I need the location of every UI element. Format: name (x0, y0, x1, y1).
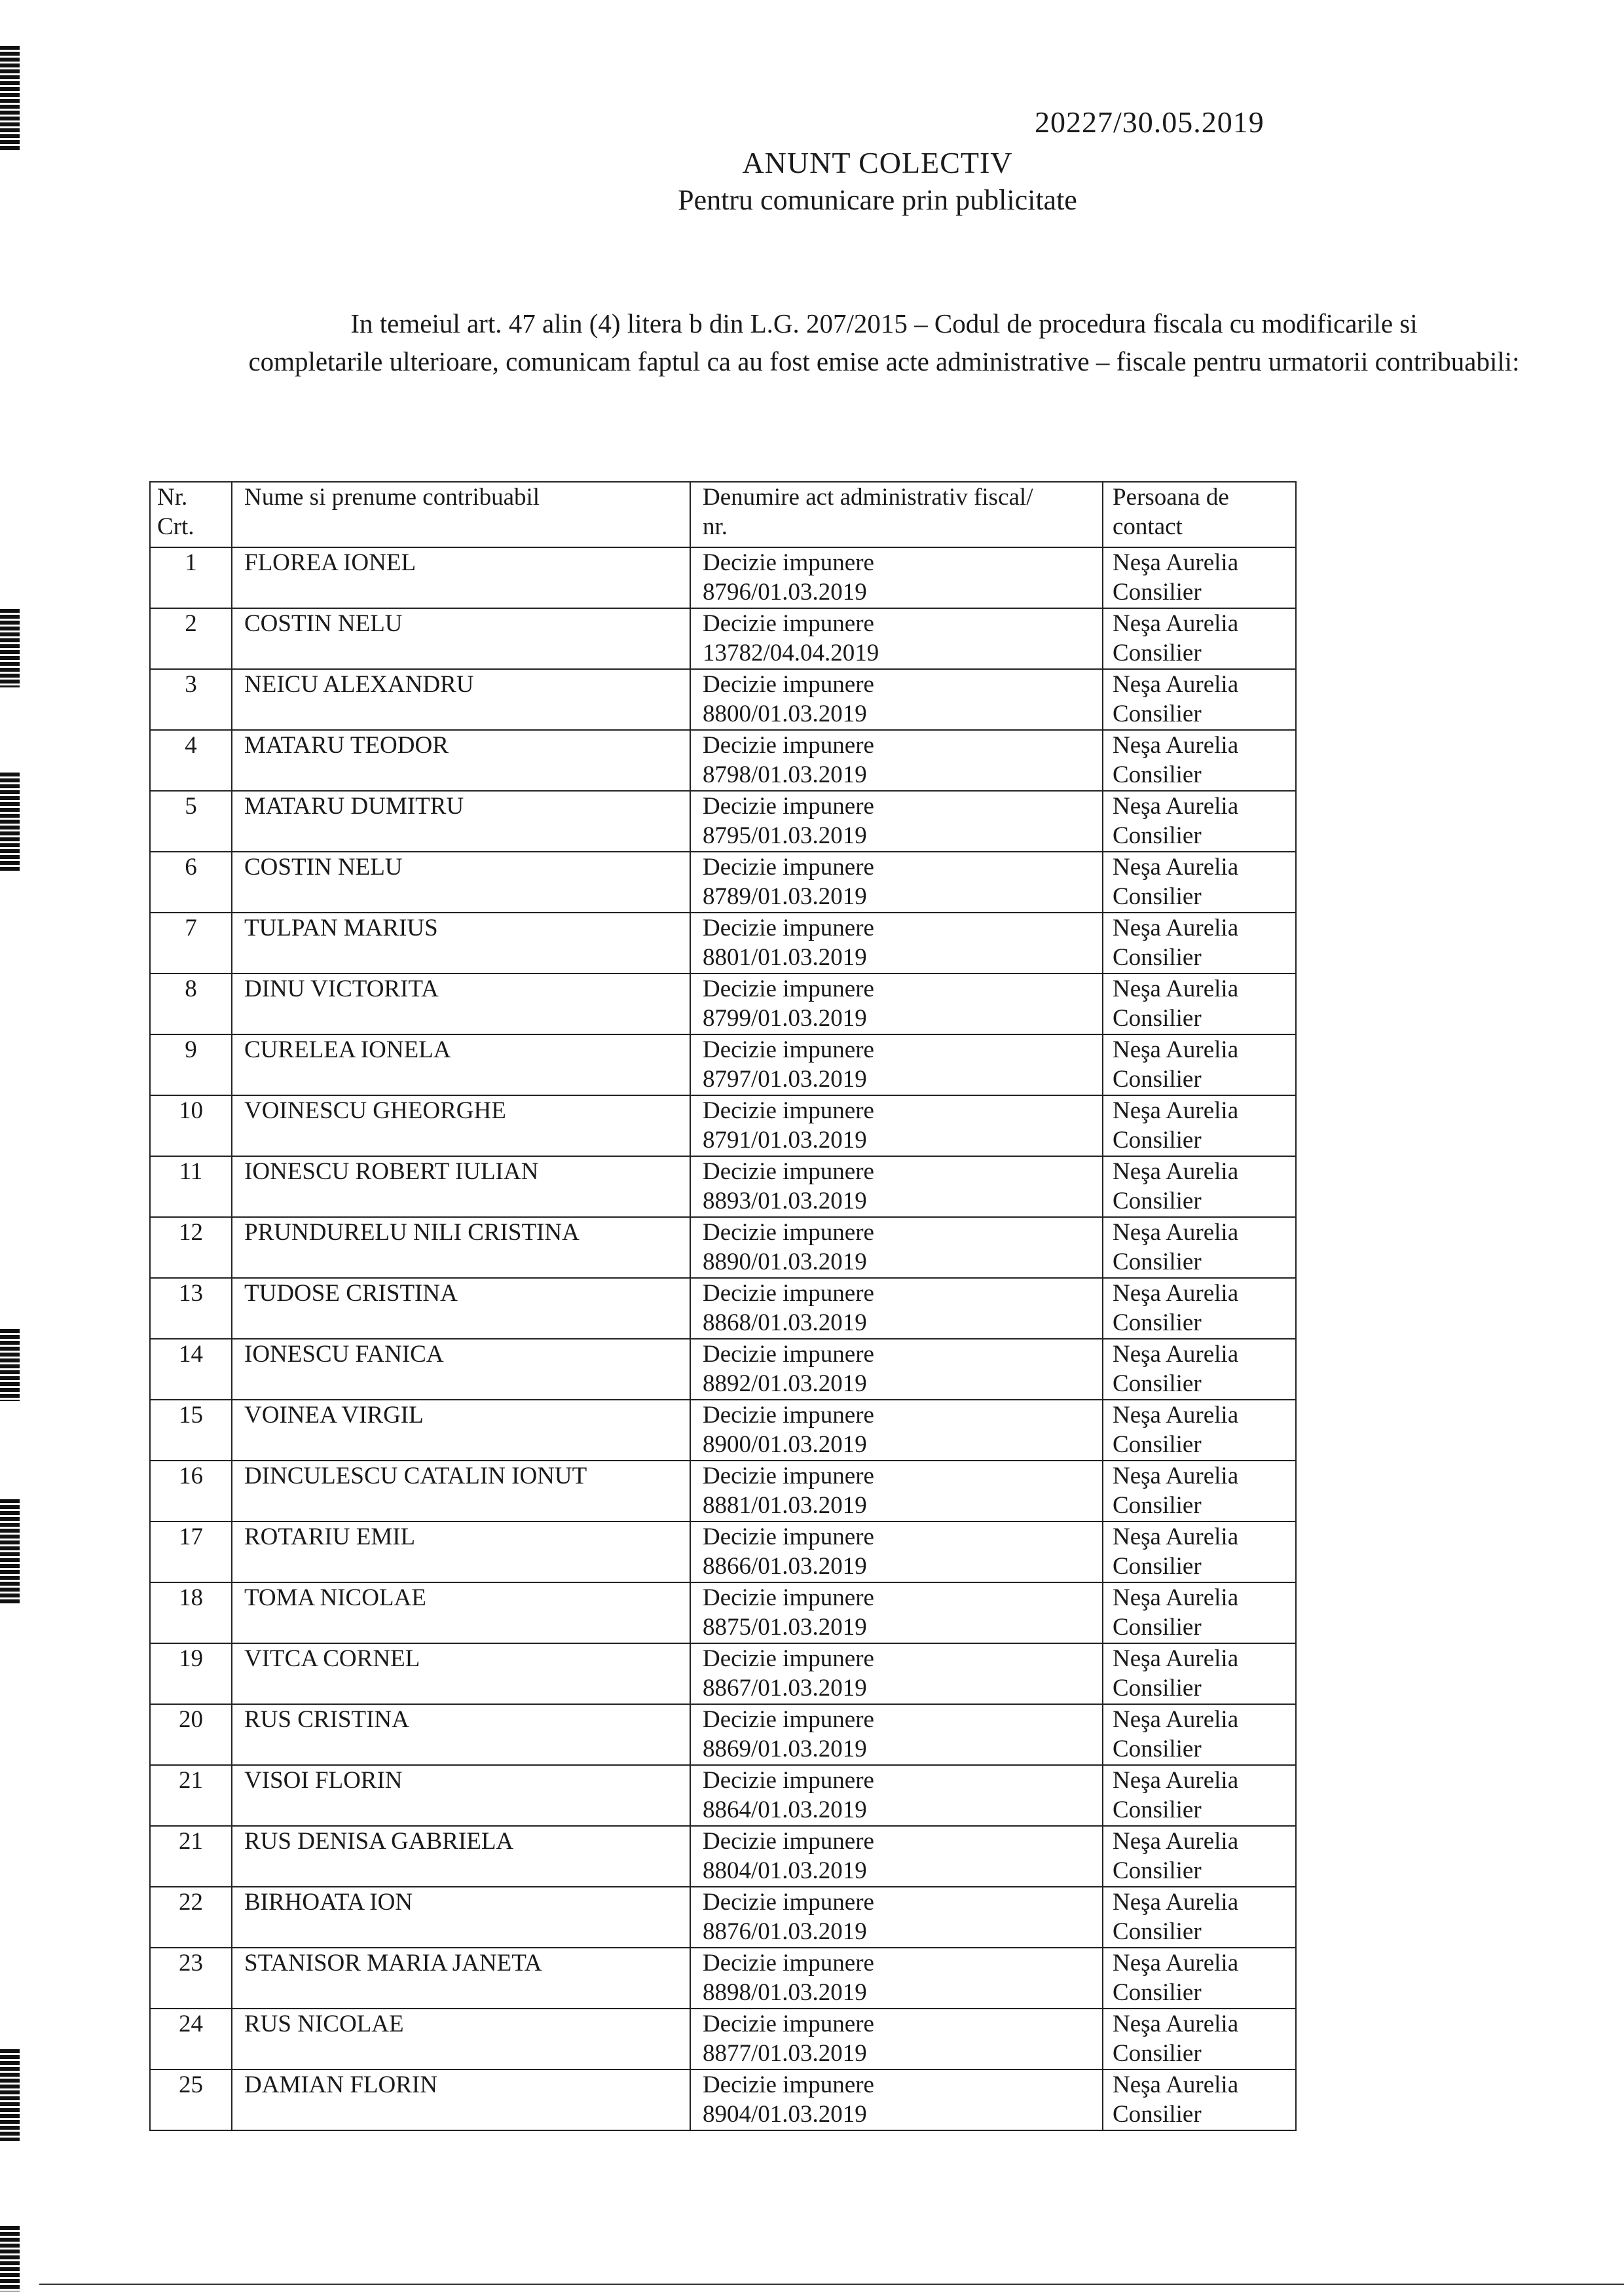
cell-nr: 17 (150, 1522, 232, 1582)
cell-nr: 16 (150, 1461, 232, 1522)
scan-mark (0, 1329, 20, 1401)
cell-taxpayer-name: TULPAN MARIUS (232, 913, 690, 974)
cell-contact: Neşa Aurelia Consilier (1103, 2069, 1296, 2130)
cell-act: Decizie impunere 8881/01.03.2019 (690, 1461, 1103, 1522)
table-row (150, 1278, 1296, 1339)
intro-line: In temeiul art. 47 alin (4) litera b din L.G. 207/2015 – Codul de procedura fiscala cu modificarile si (350, 308, 1418, 338)
cell-nr: 22 (150, 1887, 232, 1948)
cell-contact: Neşa Aurelia Consilier (1103, 913, 1296, 974)
cell-nr: 5 (150, 791, 232, 852)
header-nr: Nr. Crt. (150, 482, 232, 547)
cell-act: Decizie impunere 8796/01.03.2019 (690, 547, 1103, 608)
cell-contact: Neşa Aurelia Consilier (1103, 1887, 1296, 1948)
cell-nr: 18 (150, 1582, 232, 1643)
cell-act: Decizie impunere 8868/01.03.2019 (690, 1278, 1103, 1339)
cell-act: Decizie impunere 8797/01.03.2019 (690, 1034, 1103, 1095)
table-row (150, 1765, 1296, 1826)
cell-act: Decizie impunere 8866/01.03.2019 (690, 1522, 1103, 1582)
cell-nr: 20 (150, 1704, 232, 1765)
cell-contact: Neşa Aurelia Consilier (1103, 669, 1296, 730)
table-row (150, 1156, 1296, 1217)
cell-contact: Neşa Aurelia Consilier (1103, 1034, 1296, 1095)
cell-nr: 25 (150, 2069, 232, 2130)
cell-act: Decizie impunere 8864/01.03.2019 (690, 1765, 1103, 1826)
scan-mark (0, 2226, 20, 2291)
cell-contact: Neşa Aurelia Consilier (1103, 1522, 1296, 1582)
cell-contact: Neşa Aurelia Consilier (1103, 1704, 1296, 1765)
cell-taxpayer-name: IONESCU FANICA (232, 1339, 690, 1400)
cell-nr: 14 (150, 1339, 232, 1400)
intro-line: completarile ulterioare, comunicam faptul ca au fost emise acte administrative – fiscale pentru urmatorii contribuabili: (248, 346, 1520, 376)
cell-taxpayer-name: VISOI FLORIN (232, 1765, 690, 1826)
cell-contact: Neşa Aurelia Consilier (1103, 1948, 1296, 2009)
cell-contact: Neşa Aurelia Consilier (1103, 608, 1296, 669)
table-row (150, 1217, 1296, 1278)
table-row (150, 1461, 1296, 1522)
header-contact: Persoana de contact (1103, 482, 1296, 547)
table-row (150, 1522, 1296, 1582)
cell-contact: Neşa Aurelia Consilier (1103, 1643, 1296, 1704)
table-row (150, 1095, 1296, 1156)
cell-contact: Neşa Aurelia Consilier (1103, 1765, 1296, 1826)
cell-act: Decizie impunere 8893/01.03.2019 (690, 1156, 1103, 1217)
table-row (150, 730, 1296, 791)
scan-mark (0, 609, 20, 687)
cell-nr: 10 (150, 1095, 232, 1156)
table-row (150, 1339, 1296, 1400)
scan-mark (0, 2049, 20, 2141)
cell-nr: 9 (150, 1034, 232, 1095)
cell-nr: 7 (150, 913, 232, 974)
document-title: ANUNT COLECTIV (742, 146, 1013, 179)
table-row (150, 1704, 1296, 1765)
cell-taxpayer-name: DINU VICTORITA (232, 974, 690, 1034)
cell-nr: 21 (150, 1826, 232, 1887)
table-row (150, 608, 1296, 669)
table-row (150, 974, 1296, 1034)
cell-act: Decizie impunere 8798/01.03.2019 (690, 730, 1103, 791)
scan-mark (0, 773, 20, 871)
cell-act: Decizie impunere 8804/01.03.2019 (690, 1826, 1103, 1887)
table-row (150, 1948, 1296, 2009)
cell-nr: 8 (150, 974, 232, 1034)
cell-taxpayer-name: RUS DENISA GABRIELA (232, 1826, 690, 1887)
cell-taxpayer-name: PRUNDURELU NILI CRISTINA (232, 1217, 690, 1278)
cell-taxpayer-name: IONESCU ROBERT IULIAN (232, 1156, 690, 1217)
cell-nr: 4 (150, 730, 232, 791)
cell-act: Decizie impunere 8801/01.03.2019 (690, 913, 1103, 974)
table-row (150, 1034, 1296, 1095)
cell-taxpayer-name: CURELEA IONELA (232, 1034, 690, 1095)
cell-act: Decizie impunere 13782/04.04.2019 (690, 608, 1103, 669)
table-row (150, 2009, 1296, 2069)
taxpayers-table (149, 481, 1297, 2131)
table-row (150, 913, 1296, 974)
cell-taxpayer-name: MATARU DUMITRU (232, 791, 690, 852)
table-row (150, 1887, 1296, 1948)
table-row (150, 1582, 1296, 1643)
cell-act: Decizie impunere 8791/01.03.2019 (690, 1095, 1103, 1156)
cell-contact: Neşa Aurelia Consilier (1103, 1400, 1296, 1461)
intro-paragraph (164, 304, 1604, 380)
cell-contact: Neşa Aurelia Consilier (1103, 1826, 1296, 1887)
cell-taxpayer-name: VOINESCU GHEORGHE (232, 1095, 690, 1156)
cell-nr: 19 (150, 1643, 232, 1704)
cell-act: Decizie impunere 8800/01.03.2019 (690, 669, 1103, 730)
cell-contact: Neşa Aurelia Consilier (1103, 1217, 1296, 1278)
cell-nr: 24 (150, 2009, 232, 2069)
cell-act: Decizie impunere 8877/01.03.2019 (690, 2009, 1103, 2069)
table-row (150, 547, 1296, 608)
cell-contact: Neşa Aurelia Consilier (1103, 2009, 1296, 2069)
cell-taxpayer-name: MATARU TEODOR (232, 730, 690, 791)
table-row (150, 1400, 1296, 1461)
cell-act: Decizie impunere 8867/01.03.2019 (690, 1643, 1103, 1704)
header-name: Nume si prenume contribuabil (232, 482, 690, 547)
cell-contact: Neşa Aurelia Consilier (1103, 791, 1296, 852)
cell-contact: Neşa Aurelia Consilier (1103, 1582, 1296, 1643)
cell-contact: Neşa Aurelia Consilier (1103, 1339, 1296, 1400)
bottom-rule (39, 2284, 1624, 2285)
table-row (150, 852, 1296, 913)
scan-mark (0, 46, 20, 151)
cell-taxpayer-name: VITCA CORNEL (232, 1643, 690, 1704)
cell-act: Decizie impunere 8869/01.03.2019 (690, 1704, 1103, 1765)
cell-act: Decizie impunere 8900/01.03.2019 (690, 1400, 1103, 1461)
cell-contact: Neşa Aurelia Consilier (1103, 1095, 1296, 1156)
cell-act: Decizie impunere 8890/01.03.2019 (690, 1217, 1103, 1278)
cell-contact: Neşa Aurelia Consilier (1103, 1278, 1296, 1339)
table-row (150, 791, 1296, 852)
table-row (150, 2069, 1296, 2130)
table-row (150, 1826, 1296, 1887)
cell-taxpayer-name: TUDOSE CRISTINA (232, 1278, 690, 1339)
cell-taxpayer-name: FLOREA IONEL (232, 547, 690, 608)
cell-nr: 2 (150, 608, 232, 669)
cell-nr: 12 (150, 1217, 232, 1278)
cell-taxpayer-name: NEICU ALEXANDRU (232, 669, 690, 730)
cell-act: Decizie impunere 8898/01.03.2019 (690, 1948, 1103, 2009)
header-act: Denumire act administrativ fiscal/ nr. (690, 482, 1103, 547)
cell-taxpayer-name: BIRHOATA ION (232, 1887, 690, 1948)
cell-nr: 13 (150, 1278, 232, 1339)
cell-contact: Neşa Aurelia Consilier (1103, 852, 1296, 913)
cell-nr: 3 (150, 669, 232, 730)
cell-act: Decizie impunere 8892/01.03.2019 (690, 1339, 1103, 1400)
cell-taxpayer-name: RUS CRISTINA (232, 1704, 690, 1765)
cell-taxpayer-name: TOMA NICOLAE (232, 1582, 690, 1643)
document-subtitle: Pentru comunicare prin publicitate (678, 184, 1077, 216)
scan-mark (0, 1499, 20, 1604)
cell-contact: Neşa Aurelia Consilier (1103, 547, 1296, 608)
cell-nr: 1 (150, 547, 232, 608)
cell-act: Decizie impunere 8799/01.03.2019 (690, 974, 1103, 1034)
cell-taxpayer-name: STANISOR MARIA JANETA (232, 1948, 690, 2009)
cell-contact: Neşa Aurelia Consilier (1103, 730, 1296, 791)
cell-taxpayer-name: ROTARIU EMIL (232, 1522, 690, 1582)
cell-contact: Neşa Aurelia Consilier (1103, 1156, 1296, 1217)
cell-taxpayer-name: VOINEA VIRGIL (232, 1400, 690, 1461)
cell-nr: 6 (150, 852, 232, 913)
table-row (150, 1643, 1296, 1704)
cell-taxpayer-name: COSTIN NELU (232, 852, 690, 913)
table-row (150, 669, 1296, 730)
cell-nr: 11 (150, 1156, 232, 1217)
document-number: 20227/30.05.2019 (1035, 105, 1264, 139)
table-header-row (150, 482, 1296, 547)
cell-act: Decizie impunere 8876/01.03.2019 (690, 1887, 1103, 1948)
cell-act: Decizie impunere 8875/01.03.2019 (690, 1582, 1103, 1643)
cell-nr: 21 (150, 1765, 232, 1826)
cell-taxpayer-name: RUS NICOLAE (232, 2009, 690, 2069)
cell-taxpayer-name: COSTIN NELU (232, 608, 690, 669)
cell-act: Decizie impunere 8904/01.03.2019 (690, 2069, 1103, 2130)
cell-taxpayer-name: DINCULESCU CATALIN IONUT (232, 1461, 690, 1522)
cell-contact: Neşa Aurelia Consilier (1103, 1461, 1296, 1522)
cell-contact: Neşa Aurelia Consilier (1103, 974, 1296, 1034)
cell-nr: 15 (150, 1400, 232, 1461)
cell-act: Decizie impunere 8795/01.03.2019 (690, 791, 1103, 852)
cell-taxpayer-name: DAMIAN FLORIN (232, 2069, 690, 2130)
cell-nr: 23 (150, 1948, 232, 2009)
cell-act: Decizie impunere 8789/01.03.2019 (690, 852, 1103, 913)
